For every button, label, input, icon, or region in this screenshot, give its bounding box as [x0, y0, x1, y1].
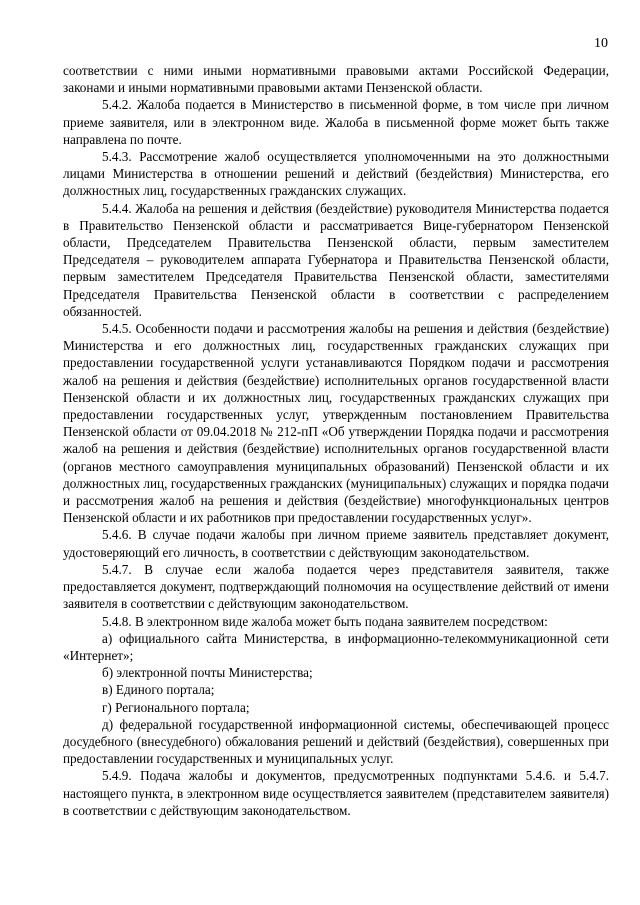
paragraph-5-4-6: 5.4.6. В случае подачи жалобы при личном приеме заявитель представляет документ, удостоверяющий его личность, в соответствии с действующим законодательством. — [63, 527, 609, 560]
document-body — [63, 62, 609, 819]
paragraph-5-4-9: 5.4.9. Подача жалобы и документов, предусмотренных подпунктами 5.4.6. и 5.4.7. настоящего пункта, в электронном виде осуществляется заявителем (представителем заявителя) в соответствии с действующим законодательством. — [63, 768, 609, 818]
paragraph-5-4-3: 5.4.3. Рассмотрение жалоб осуществляется уполномоченными на это должностными лицами Министерства в отношении решений и действий (бездействия) Министерства, его должностных лиц, государственных гражданских служащих. — [63, 149, 609, 199]
list-item-a: а) официального сайта Министерства, в информационно-телекоммуникационной сети «Интернет»; — [63, 630, 609, 663]
paragraph-5-4-2: 5.4.2. Жалоба подается в Министерство в письменной форме, в том числе при личном приеме заявителя, или в электронном виде. Жалоба в письменной форме может быть также направлена по почте. — [63, 97, 609, 147]
page-number: 10 — [594, 36, 608, 51]
paragraph-5-4-4: 5.4.4. Жалоба на решения и действия (бездействие) руководителя Министерства подается в Правительство Пензенской области и рассматривается Вице-губернатором Пензенской области, Председателем Правительства Пензенской области, первым заместителем Председателя – руководителем аппарата Губернатора и Правительства Пензенской области, первым заместителем Председателя Правительства Пензенской области, заместителями Председателя Правительства Пензенской области в соответствии с распределением обязанностей. — [63, 200, 609, 319]
list-item-g: г) Регионального портала; — [102, 699, 250, 715]
list-item-d: д) федеральной государственной информационной системы, обеспечивающей процесс досудебного (внесудебного) обжалования решений и действий (бездействия), совершенных при предоставлении государственных и муниципальных услуг. — [63, 716, 609, 767]
paragraph-5-4-7: 5.4.7. В случае если жалоба подается через представителя заявителя, также предоставляется документ, подтверждающий полномочия на осуществление действий от имени заявителя в соответствии с действующим законодательством. — [63, 561, 609, 612]
list-item-b: б) электронной почты Министерства; — [102, 665, 313, 681]
paragraph-5-4-5: 5.4.5. Особенности подачи и рассмотрения жалобы на решения и действия (бездействие) Министерства и его должностных лиц, государственных гражданских служащих при предоставлении государственной услуги устанавливаются Порядком подачи и рассмотрения жалоб на решения и действия (бездействие) исполнительных органов государственной власти Пензенской области и их должностных лиц, государственных гражданских служащих при предоставлении государственных услуг, утвержденным постановлением Правительства Пензенской области от 09.04.2018 № 212-пП «Об утверждении Порядка подачи и рассмотрения жалоб на решения и действия (бездействие) исполнительных органов государственной власти (органов местного самоуправления муниципальных образований) Пензенской области и их должностных лиц, государственных гражданских (муниципальных) служащих и порядка подачи и рассмотрения жалоб на решения и действия (бездействие) многофункциональных центров Пензенской области и их работников при предоставлении государственных услуг». — [63, 321, 609, 526]
list-item-v: в) Единого портала; — [102, 682, 215, 698]
paragraph-continuation: соответствии с ними иными нормативными правовыми актами Российской Федерации, законами и иными нормативными правовыми актами Пензенской области. — [63, 63, 609, 96]
paragraph-5-4-8: 5.4.8. В электронном виде жалоба может быть подана заявителем посредством: — [102, 613, 548, 629]
